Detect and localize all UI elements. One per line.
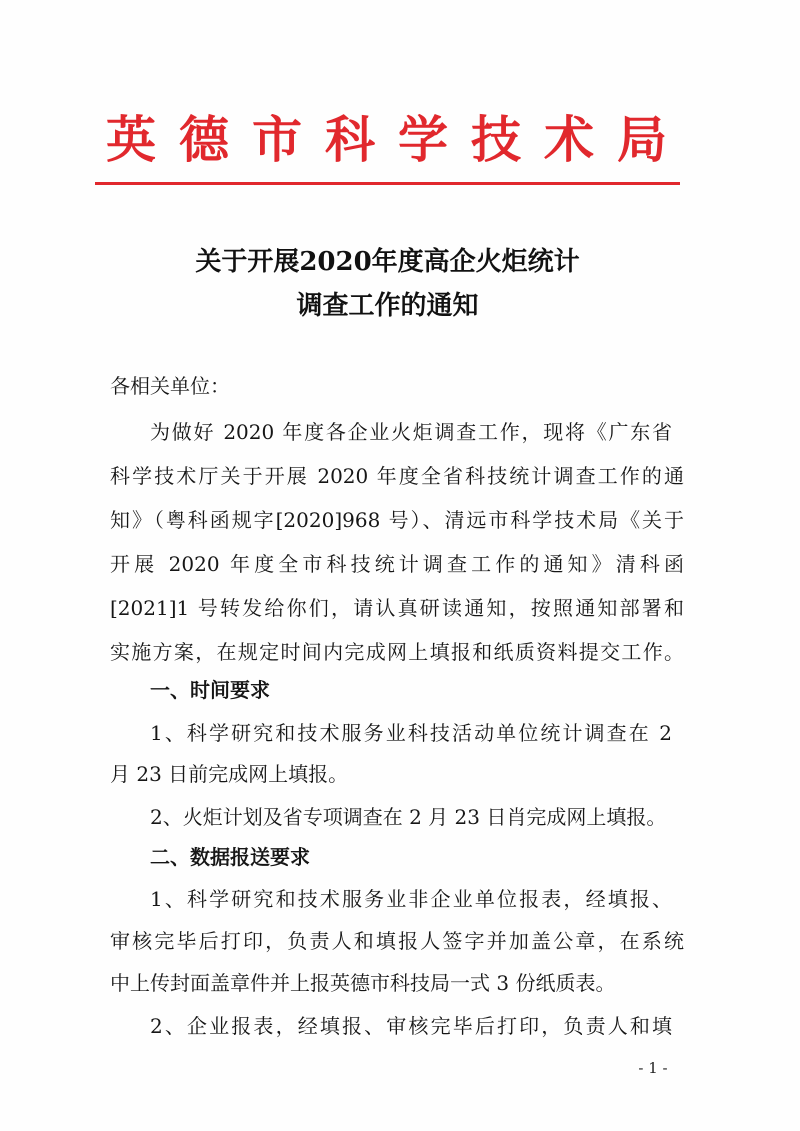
intro-line: 实施方案，在规定时间内完成网上填报和纸质资料提交工作。 (110, 640, 684, 664)
intro-line: 知》（粤科函规字[2020]968 号）、清远市科学技术局《关于 (110, 508, 684, 532)
intro-line: [2021]1 号转发给你们，请认真研读通知，按照通知部署和 (110, 596, 684, 620)
intro-line: 为做好 2020 年度各企业火炬调查工作，现将《广东省 (150, 420, 672, 444)
salutation: 各相关单位： (110, 374, 230, 398)
section-line: 2、火炬计划及省专项调查在 2 月 23 日肖完成网上填报。 (150, 805, 667, 829)
section-line: 月 23 日前完成网上填报。 (110, 762, 349, 786)
document-title-line-2: 调查工作的通知 (296, 291, 479, 321)
section-line: 审核完毕后打印，负责人和填报人签字并加盖公章，在系统 (110, 929, 684, 953)
section-line: 1、科学研究和技术服务业科技活动单位统计调查在 2 (150, 721, 672, 745)
red-header-rule (95, 182, 680, 185)
intro-line: 科学技术厅关于开展 2020 年度全省科技统计调查工作的通 (110, 464, 684, 488)
section-line: 2、企业报表，经填报、审核完毕后打印，负责人和填 (150, 1014, 672, 1038)
section-line: 1、科学研究和技术服务业非企业单位报表，经填报、 (150, 887, 672, 911)
section-heading-data-submission: 二、数据报送要求 (150, 845, 310, 869)
document-title-line-1: 关于开展2020年度高企火炬统计 (195, 247, 580, 277)
issuing-organization-header: 英德市科学技术局 (106, 110, 690, 169)
section-heading-time-requirements: 一、时间要求 (150, 678, 270, 702)
page-number: - 1 - (638, 1059, 668, 1077)
section-line: 中上传封面盖章件并上报英德市科技局一式 3 份纸质表。 (110, 971, 616, 995)
intro-line: 开展 2020 年度全市科技统计调查工作的通知》清科函 (110, 552, 684, 576)
